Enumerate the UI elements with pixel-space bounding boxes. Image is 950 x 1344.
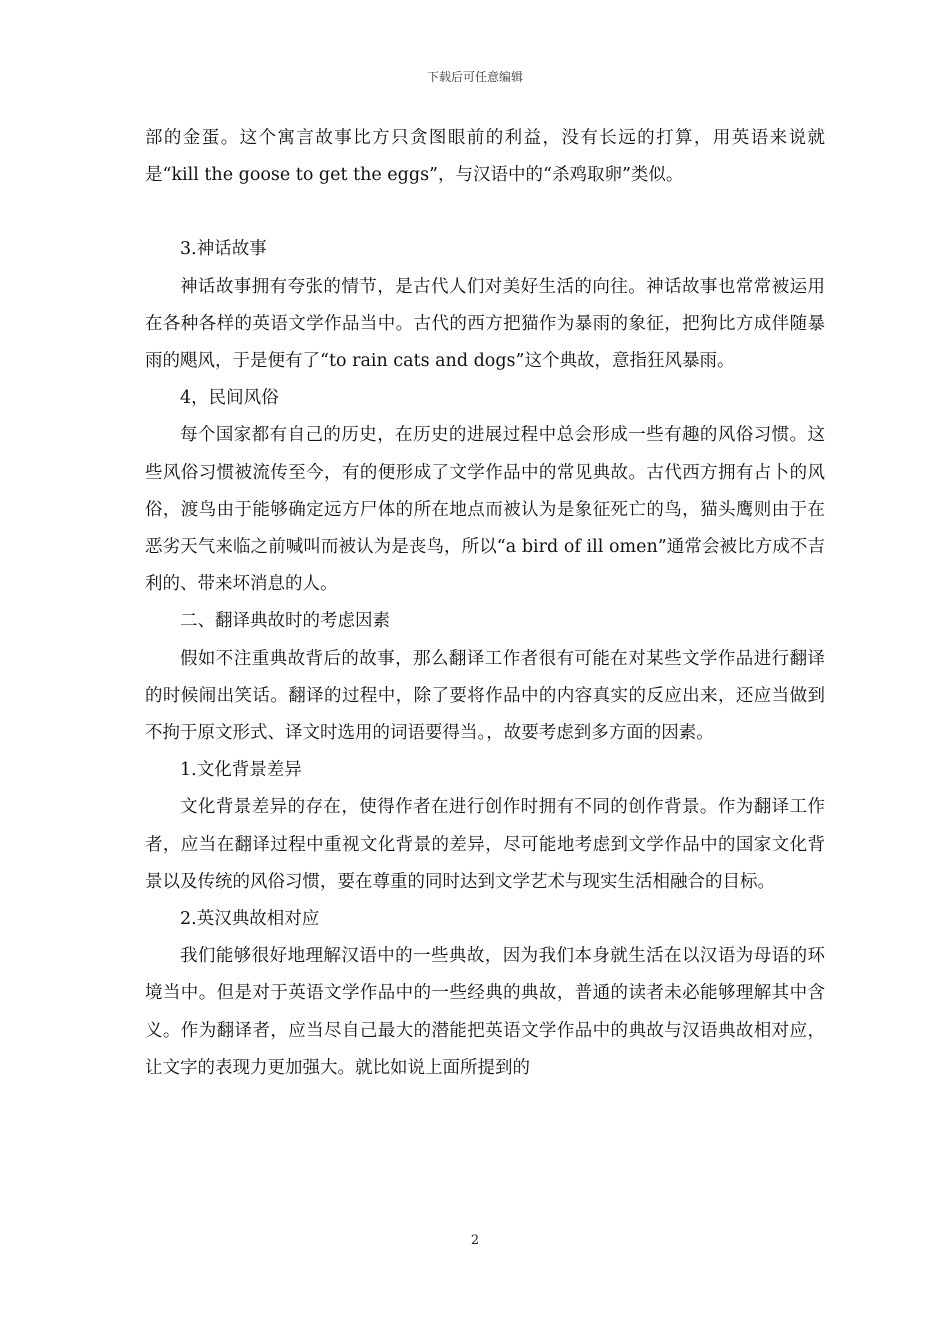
paragraph-cultural-background: 文化背景差异的存在，使得作者在进行创作时拥有不同的创作背景。作为翻译工作者，应当在翻译过程中重视文化背景的差异，尽可能地考虑到文学作品中的国家文化背景以及传统的风俗习惯，要在尊重的同时达到文学艺术与现实生活相融合的目标。 <box>145 797 825 892</box>
paragraph-spacer <box>145 194 825 231</box>
heading-folk-customs: 4，民间风俗 <box>180 388 279 409</box>
heading-translation-factors: 二、翻译典故时的考虑因素 <box>180 611 390 632</box>
paragraph-allusion-correspondence: 我们能够很好地理解汉语中的一些典故，因为我们本身就生活在以汉语为母语的环境当中。但是对于英语文学作品中的一些经典的典故，普通的读者未必能够理解其中含义。作为翻译者，应当尽自己最大的潜能把英语文学作品中的典故与汉语典故相对应，让文字的表现力更加强大。就比如说上面所提到的 <box>145 946 825 1078</box>
heading-cultural-background: 1.文化背景差异 <box>180 760 302 781</box>
paragraph-myths: 神话故事拥有夸张的情节，是古代人们对美好生活的向往。神话故事也常常被运用在各种各样的英语文学作品当中。古代的西方把猫作为暴雨的象征，把狗比方成伴随暴雨的飓风，于是便有了“to rain cats and dogs”这个典故，意指狂风暴雨。 <box>145 276 825 372</box>
page-header: 下载后可任意编辑 <box>426 70 523 84</box>
paragraph-translation-factors: 假如不注重典故背后的故事，那么翻译工作者很有可能在对某些文学作品进行翻译的时候闹出笑话。翻译的过程中，除了要将作品中的内容真实的反应出来，还应当做到不拘于原文形式、译文时选用的词语要得当。，故要考虑到多方面的因素。 <box>145 648 825 744</box>
heading-allusion-correspondence: 2.英汉典故相对应 <box>180 909 320 930</box>
document-body <box>145 120 825 1087</box>
paragraph-goose: 部的金蛋。这个寓言故事比方只贪图眼前的利益，没有长远的打算，用英语来说就是“kill the goose to get the eggs”，与汉语中的“杀鸡取卵”类似。 <box>145 128 825 186</box>
page-number: 2 <box>470 1233 480 1248</box>
paragraph-folk-customs: 每个国家都有自己的历史，在历史的进展过程中总会形成一些有趣的风俗习惯。这些风俗习惯被流传至今，有的便形成了文学作品中的常见典故。古代西方拥有占卜的风俗，渡鸟由于能够确定远方尸体的所在地点而被认为是象征死亡的鸟，猫头鹰则由于在恶劣天气来临之前喊叫而被认为是丧鸟，所以“a bird of ill omen”通常会被比方成不吉利的、带来坏消息的人。 <box>145 425 825 595</box>
heading-myths: 3.神话故事 <box>180 239 267 260</box>
